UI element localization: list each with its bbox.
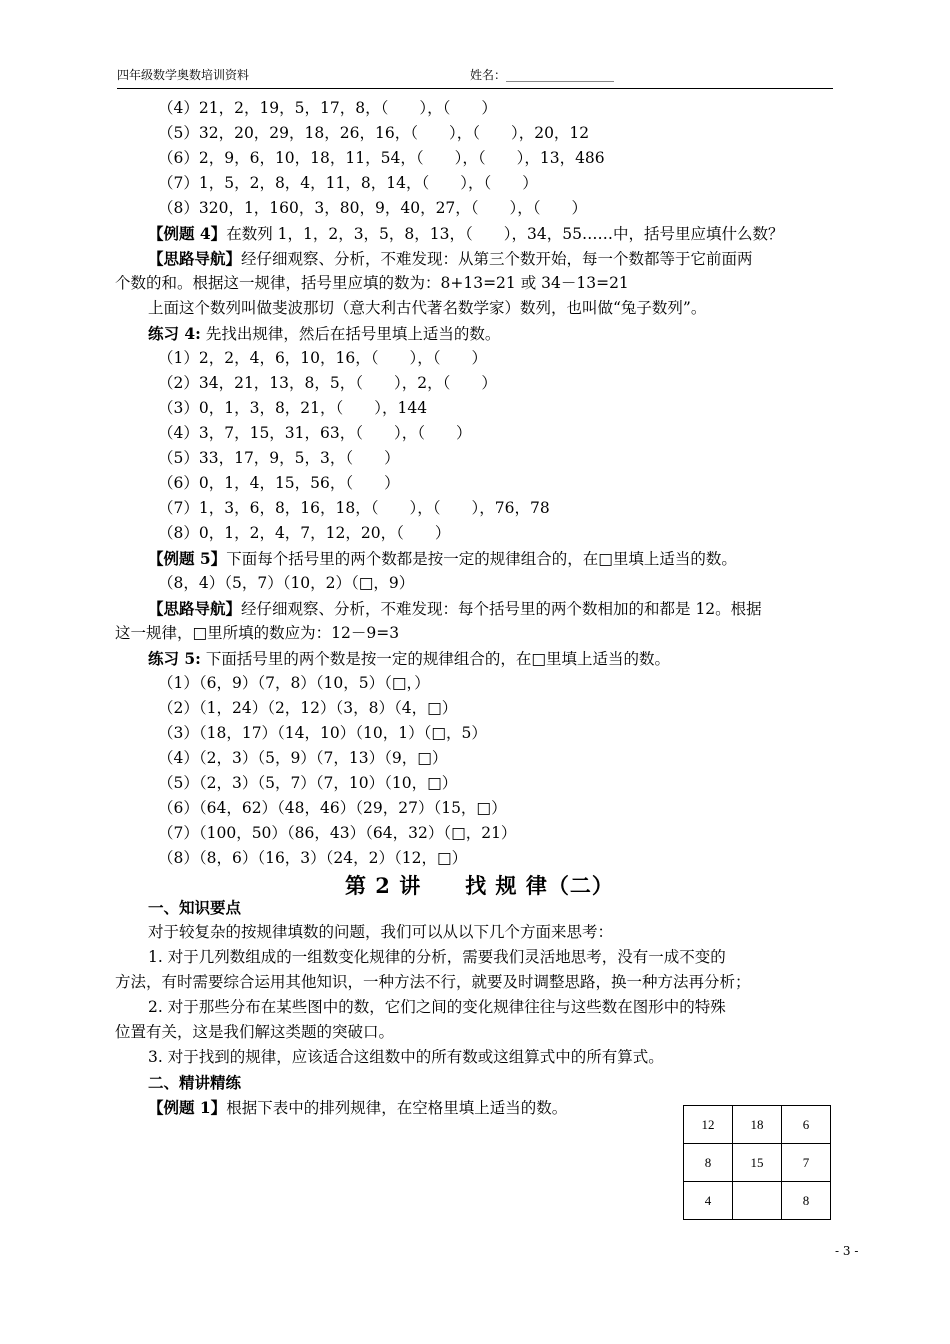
page-number: - 3 - (835, 1244, 859, 1258)
text-line: 上面这个数列叫做斐波那切（意大利古代著名数学家）数列，也叫做“兔子数列”。 (148, 299, 707, 317)
grid-cell: 7 (782, 1144, 831, 1182)
text-line: （4）21，2，19，5，17，8，（ ），（ ） (158, 99, 497, 117)
example-5 (148, 546, 737, 572)
section-heading: 二、精讲精练 (148, 1073, 242, 1092)
header-left: 四年级数学奥数培训资料 (117, 68, 250, 82)
text-line: 2. 对于那些分布在某些图中的数，它们之间的变化规律往往与这些数在图形中的特殊 (148, 998, 726, 1016)
grid-cell: 8 (782, 1182, 831, 1220)
text-line: （4）（2，3）（5，9）（7，13）（9，□） (158, 749, 448, 767)
grid-cell: 12 (684, 1106, 733, 1144)
practice-label: 练习 5: (148, 649, 201, 668)
practice-label: 练习 4: (148, 324, 201, 343)
text-line: （1）2，2，4，6，10，16，（ ），（ ） (158, 349, 488, 367)
grid-row (684, 1182, 831, 1220)
header-right: 姓名：__________________ (470, 68, 615, 82)
text-line: （6）0，1，4，15，56，（ ） (158, 474, 400, 492)
example-label: 【例题 5】 (148, 549, 227, 568)
practice-4 (148, 321, 500, 347)
text-line: （7）1，5，2，8，4，11，8，14，（ ），（ ） (158, 174, 538, 192)
grid-cell: 18 (733, 1106, 782, 1144)
guide-2 (148, 596, 762, 622)
text-line: （5）（2，3）（5，7）（7，10）（10，□） (158, 774, 458, 792)
guide-label: 【思路导航】 (148, 249, 242, 268)
text-line: （6）2，9，6，10，18，11，54，（ ），（ ），13，486 (158, 149, 605, 167)
number-grid (683, 1105, 831, 1220)
text-line: 位置有关，这是我们解这类题的突破口。 (115, 1023, 395, 1041)
text-line: （4）3，7，15，31，63，（ ），（ ） (158, 424, 472, 442)
guide-1 (148, 246, 753, 272)
text-line: 对于较复杂的按规律填数的问题，我们可以从以下几个方面来思考： (148, 923, 614, 941)
grid-row (684, 1144, 831, 1182)
grid-cell: 4 (684, 1182, 733, 1220)
text-line: （6）（64，62）（48，46）（29，27）（15，□） (158, 799, 507, 817)
text-line: （8）0，1，2，4，7，12，20，（ ） (158, 524, 451, 542)
text-line: （8，4）（5，7）（10，2）（□，9） (158, 574, 415, 592)
text-line: （7）1，3，6，8，16，18，（ ），（ ），76，78 (158, 499, 550, 517)
practice-5 (148, 646, 670, 672)
text-line: 这一规律，□里所填的数应为：12－9=3 (115, 624, 400, 642)
text-line: （2）（1，24）（2，12）（3，8）（4，□） (158, 699, 458, 717)
grid-cell: 6 (782, 1106, 831, 1144)
example-label: 【例题 4】 (148, 224, 227, 243)
section-heading: 一、知识要点 (148, 898, 242, 917)
guide-text: 经仔细观察、分析，不难发现：每个括号里的两个数相加的和都是 12。根据 (241, 600, 762, 618)
example-label: 【例题 1】 (148, 1098, 227, 1117)
text-line: （8）320，1，160，3，80，9，40，27，（ ），（ ） (158, 199, 588, 217)
lecture-title: 第 2 讲 找 规 律（二） (345, 873, 614, 898)
grid-cell: 8 (684, 1144, 733, 1182)
grid-cell: 15 (733, 1144, 782, 1182)
example-4 (148, 221, 783, 247)
header-rule (117, 88, 833, 89)
example-text: 在数列 1，1，2，3，5，8，13，（ ），34，55……中，括号里应填什么数？ (226, 225, 784, 243)
text-line: （7）（100，50）（86，43）（64，32）（□，21） (158, 824, 517, 842)
grid-cell-blank[interactable] (733, 1182, 782, 1220)
text-line: 个数的和。根据这一规律，括号里应填的数为：8+13=21 或 34－13=21 (115, 274, 629, 292)
text-line: （5）32，20，29，18，26，16，（ ），（ ），20，12 (158, 124, 590, 142)
text-line: （5）33，17，9，5，3，（ ） (158, 449, 400, 467)
text-line: （3）0，1，3，8，21，（ ），144 (158, 399, 428, 417)
grid-row (684, 1106, 831, 1144)
example-1 (148, 1095, 567, 1121)
text-line: （8）（8，6）（16，3）（24，2）（12，□） (158, 849, 468, 867)
example-text: 根据下表中的排列规律，在空格里填上适当的数。 (226, 1099, 568, 1117)
text-line: 1. 对于几列数组成的一组数变化规律的分析，需要我们灵活地思考，没有一成不变的 (148, 948, 726, 966)
guide-label: 【思路导航】 (148, 599, 242, 618)
text-line: 方法，有时需要综合运用其他知识，一种方法不行，就要及时调整思路，换一种方法再分析； (115, 973, 751, 991)
guide-text: 经仔细观察、分析，不难发现：从第三个数开始，每一个数都等于它前面两 (241, 250, 753, 268)
text-line: （1）（6，9）（7，8）（10，5）（□，） (158, 674, 430, 692)
example-text: 下面每个括号里的两个数都是按一定的规律组合的，在□里填上适当的数。 (226, 550, 737, 568)
text-line: （2）34，21，13，8，5，（ ），2，（ ） (158, 374, 497, 392)
practice-text: 下面括号里的两个数是按一定的规律组合的，在□里填上适当的数。 (205, 650, 670, 668)
practice-text: 先找出规律，然后在括号里填上适当的数。 (205, 325, 501, 343)
text-line: （3）（18，17）（14，10）（10，1）（□，5） (158, 724, 487, 742)
text-line: 3. 对于找到的规律，应该适合这组数中的所有数或这组算式中的所有算式。 (148, 1048, 664, 1066)
